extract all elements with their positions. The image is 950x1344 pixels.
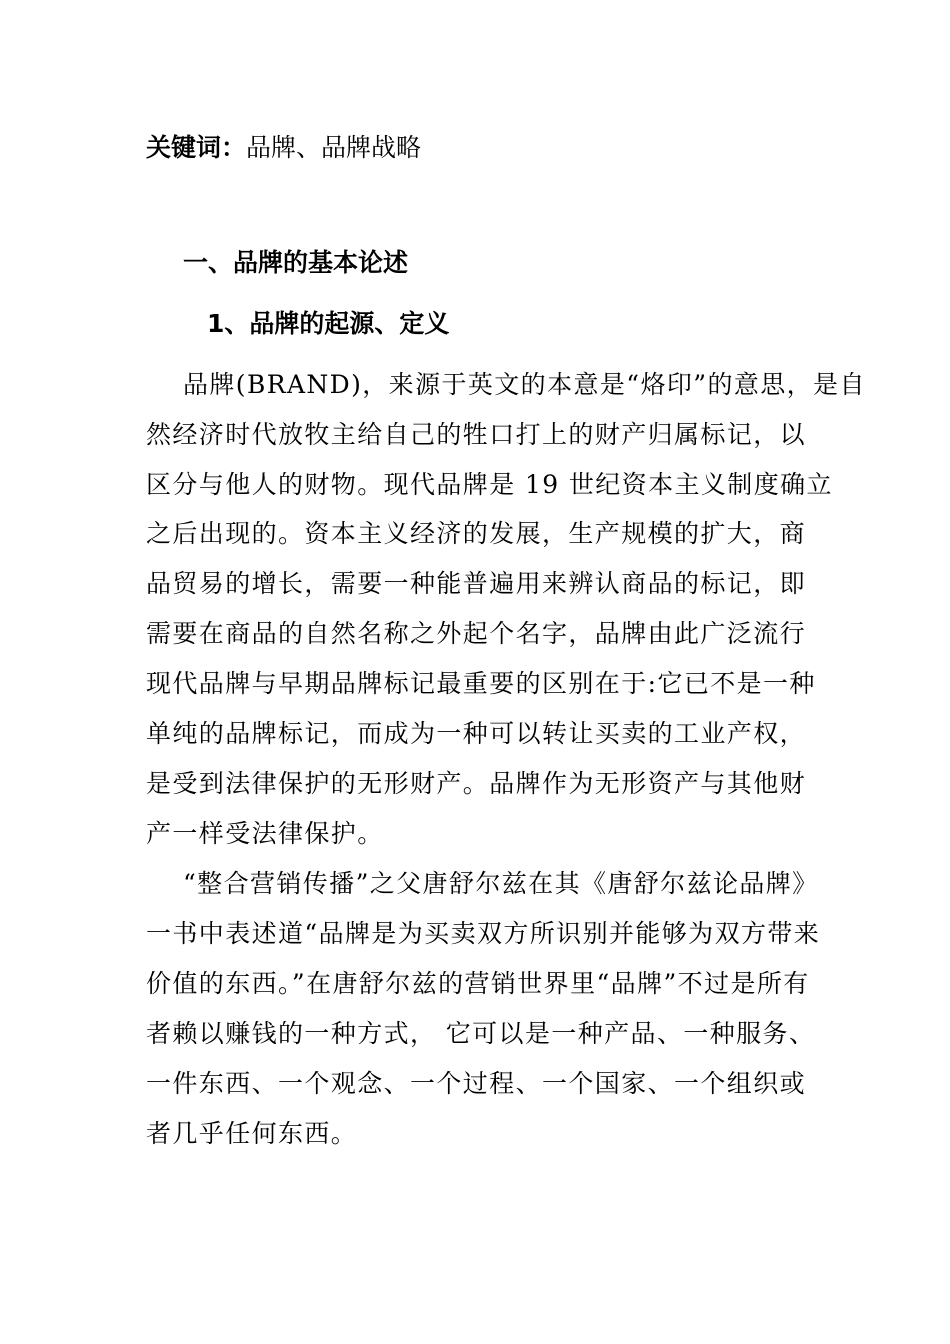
body-text-line: “整合营销传播”之父唐舒尔兹在其《唐舒尔兹论品牌》 xyxy=(183,869,819,898)
body-text-line: 区分与他人的财物。现代品牌是 19 世纪资本主义制度确立 xyxy=(146,470,833,499)
body-text-line: 一书中表述道“品牌是为买卖双方所识别并能够为双方带来 xyxy=(146,919,821,948)
body-text-line: 需要在商品的自然名称之外起个名字，品牌由此广泛流行 xyxy=(146,619,807,648)
keywords-value: 品牌、品牌战略 xyxy=(246,133,422,162)
body-text-line: 产一样受法律保护。 xyxy=(146,819,384,848)
body-text-line: 品贸易的增长，需要一种能普遍用来辨认商品的标记，即 xyxy=(146,569,807,598)
body-text-line: 品牌(BRAND)，来源于英文的本意是“烙印”的意思，是自 xyxy=(183,370,866,399)
body-text-line: 者几乎任何东西。 xyxy=(146,1119,358,1148)
section-heading: 一、品牌的基本论述 xyxy=(183,248,409,277)
body-text-line: 价值的东西。”在唐舒尔兹的营销世界里“品牌”不过是所有 xyxy=(146,969,810,998)
body-text-line: 然经济时代放牧主给自己的牲口打上的财产归属标记，以 xyxy=(146,420,807,449)
keywords-label: 关键词： xyxy=(146,133,247,162)
subsection-heading: 1、品牌的起源、定义 xyxy=(207,309,450,338)
keywords-line xyxy=(146,130,421,166)
body-text-line: 现代品牌与早期品牌标记最重要的区别在于:它已不是一种 xyxy=(146,669,816,698)
body-text-line: 者赖以赚钱的一种方式， 它可以是一种产品、一种服务、 xyxy=(146,1019,816,1048)
body-text-line: 之后出现的。资本主义经济的发展，生产规模的扩大，商 xyxy=(146,519,807,548)
body-text-line: 是受到法律保护的无形财产。品牌作为无形资产与其他财 xyxy=(146,769,807,798)
body-text-line: 一件东西、一个观念、一个过程、一个国家、一个组织或 xyxy=(146,1069,807,1098)
body-text-line: 单纯的品牌标记，而成为一种可以转让买卖的工业产权， xyxy=(146,719,807,748)
